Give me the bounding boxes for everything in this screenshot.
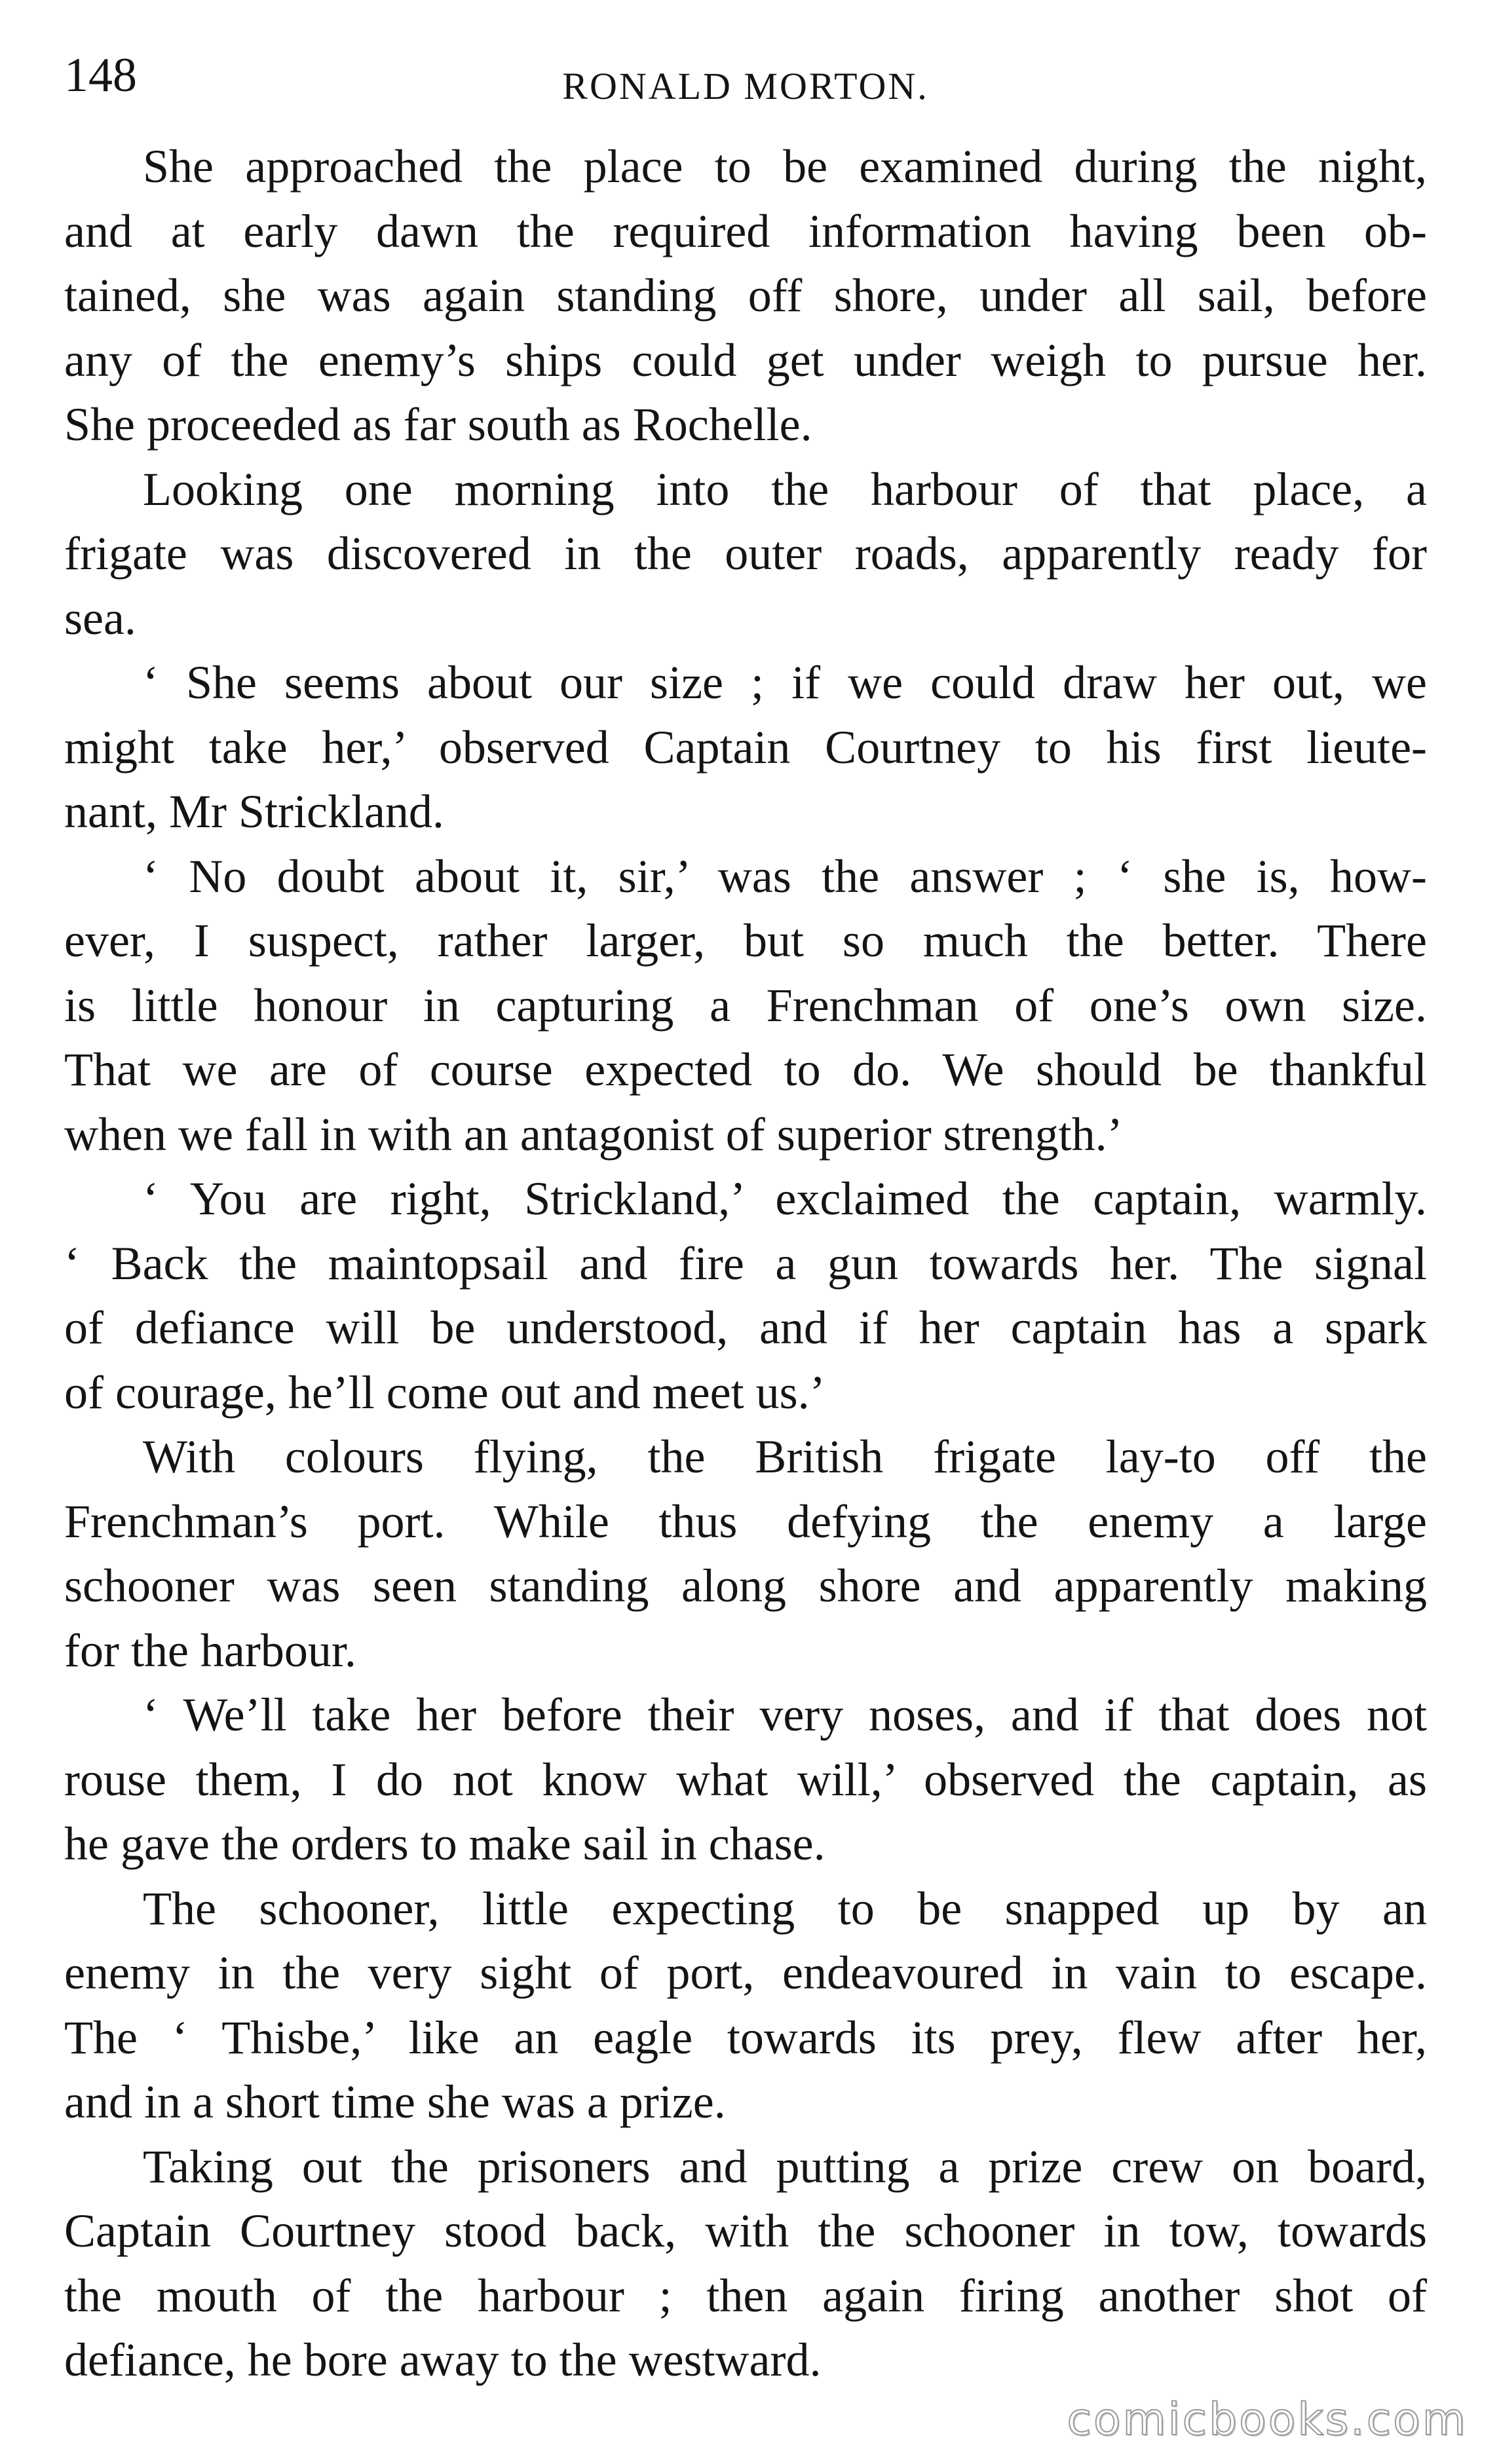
text-line: ever, I suspect, rather larger, but so much the better. There bbox=[64, 914, 1427, 967]
text-line: any of the enemy’s ships could get under weigh to pursue her. bbox=[64, 333, 1427, 386]
text-line: With colours flying, the British frigate lay-to off the bbox=[143, 1430, 1427, 1483]
text-line: sea. bbox=[64, 591, 136, 644]
text-line: defiance, he bore away to the westward. bbox=[64, 2334, 822, 2386]
paragraph bbox=[64, 134, 1427, 457]
text-line: ‘ You are right, Strickland,’ exclaimed the captain, warmly. bbox=[143, 1172, 1427, 1225]
text-line: That we are of course expected to do. We should be thankful bbox=[64, 1043, 1427, 1096]
text-line: Looking one morning into the harbour of that place, a bbox=[143, 462, 1427, 515]
text-line: rouse them, I do not know what will,’ observed the captain, as bbox=[64, 1753, 1427, 1806]
running-head: RONALD MORTON. bbox=[562, 65, 929, 107]
text-line: schooner was seen standing along shore and apparently making bbox=[64, 1559, 1427, 1612]
text-line: ‘ Back the maintopsail and fire a gun towards her. The signal bbox=[64, 1237, 1427, 1290]
text-line: frigate was discovered in the outer roads, apparently ready for bbox=[64, 527, 1427, 580]
paragraph bbox=[64, 457, 1427, 651]
text-line: She proceeded as far south as Rochelle. bbox=[64, 398, 812, 451]
text-line: Taking out the prisoners and putting a prize crew on board, bbox=[143, 2140, 1427, 2193]
text-line: of defiance will be understood, and if her captain has a spark bbox=[64, 1301, 1427, 1354]
text-line: She approached the place to be examined during the night, bbox=[143, 140, 1427, 193]
paragraph bbox=[64, 844, 1427, 1167]
text-line: he gave the orders to make sail in chase. bbox=[64, 1818, 825, 1870]
text-line: is little honour in capturing a Frenchman of one’s own size. bbox=[64, 979, 1427, 1032]
paragraph bbox=[64, 1876, 1427, 2135]
text-line: of courage, he’ll come out and meet us.’ bbox=[64, 1366, 825, 1419]
text-line: the mouth of the harbour ; then again firing another shot of bbox=[64, 2269, 1427, 2322]
text-line: when we fall in with an antagonist of superior strength.’ bbox=[64, 1108, 1123, 1161]
text-line: The schooner, little expecting to be snapped up by an bbox=[143, 1882, 1427, 1935]
text-line: ‘ We’ll take her before their very noses, and if that does not bbox=[143, 1689, 1427, 1741]
text-line: ‘ No doubt about it, sir,’ was the answer ; ‘ she is, how- bbox=[143, 849, 1427, 903]
text-line: Frenchman’s port. While thus defying the enemy a large bbox=[64, 1495, 1427, 1548]
paragraph bbox=[64, 2135, 1427, 2393]
text-line: The ‘ Thisbe,’ like an eagle towards its prey, flew after her, bbox=[64, 2011, 1427, 2064]
text-line: for the harbour. bbox=[64, 1624, 356, 1677]
paragraph bbox=[64, 1425, 1427, 1683]
text-line: might take her,’ observed Captain Courtney to his first lieute- bbox=[64, 720, 1427, 774]
paragraph bbox=[64, 1167, 1427, 1425]
text-line: Captain Courtney stood back, with the schooner in tow, towards bbox=[64, 2205, 1427, 2257]
paragraph bbox=[64, 650, 1427, 844]
text-line: enemy in the very sight of port, endeavoured in vain to escape. bbox=[64, 1947, 1427, 1999]
page-number: 148 bbox=[64, 48, 137, 102]
page-header bbox=[64, 41, 1427, 113]
text-line: tained, she was again standing off shore, under all sail, before bbox=[64, 269, 1427, 322]
text-line: ‘ She seems about our size ; if we could draw her out, we bbox=[143, 656, 1427, 709]
watermark: comicbooks.com bbox=[1067, 2394, 1468, 2446]
text-line: nant, Mr Strickland. bbox=[64, 785, 444, 838]
text-line: and in a short time she was a prize. bbox=[64, 2076, 726, 2128]
text-line: and at early dawn the required information having been ob- bbox=[64, 204, 1427, 257]
body-text bbox=[64, 134, 1427, 2393]
paragraph bbox=[64, 1683, 1427, 1876]
